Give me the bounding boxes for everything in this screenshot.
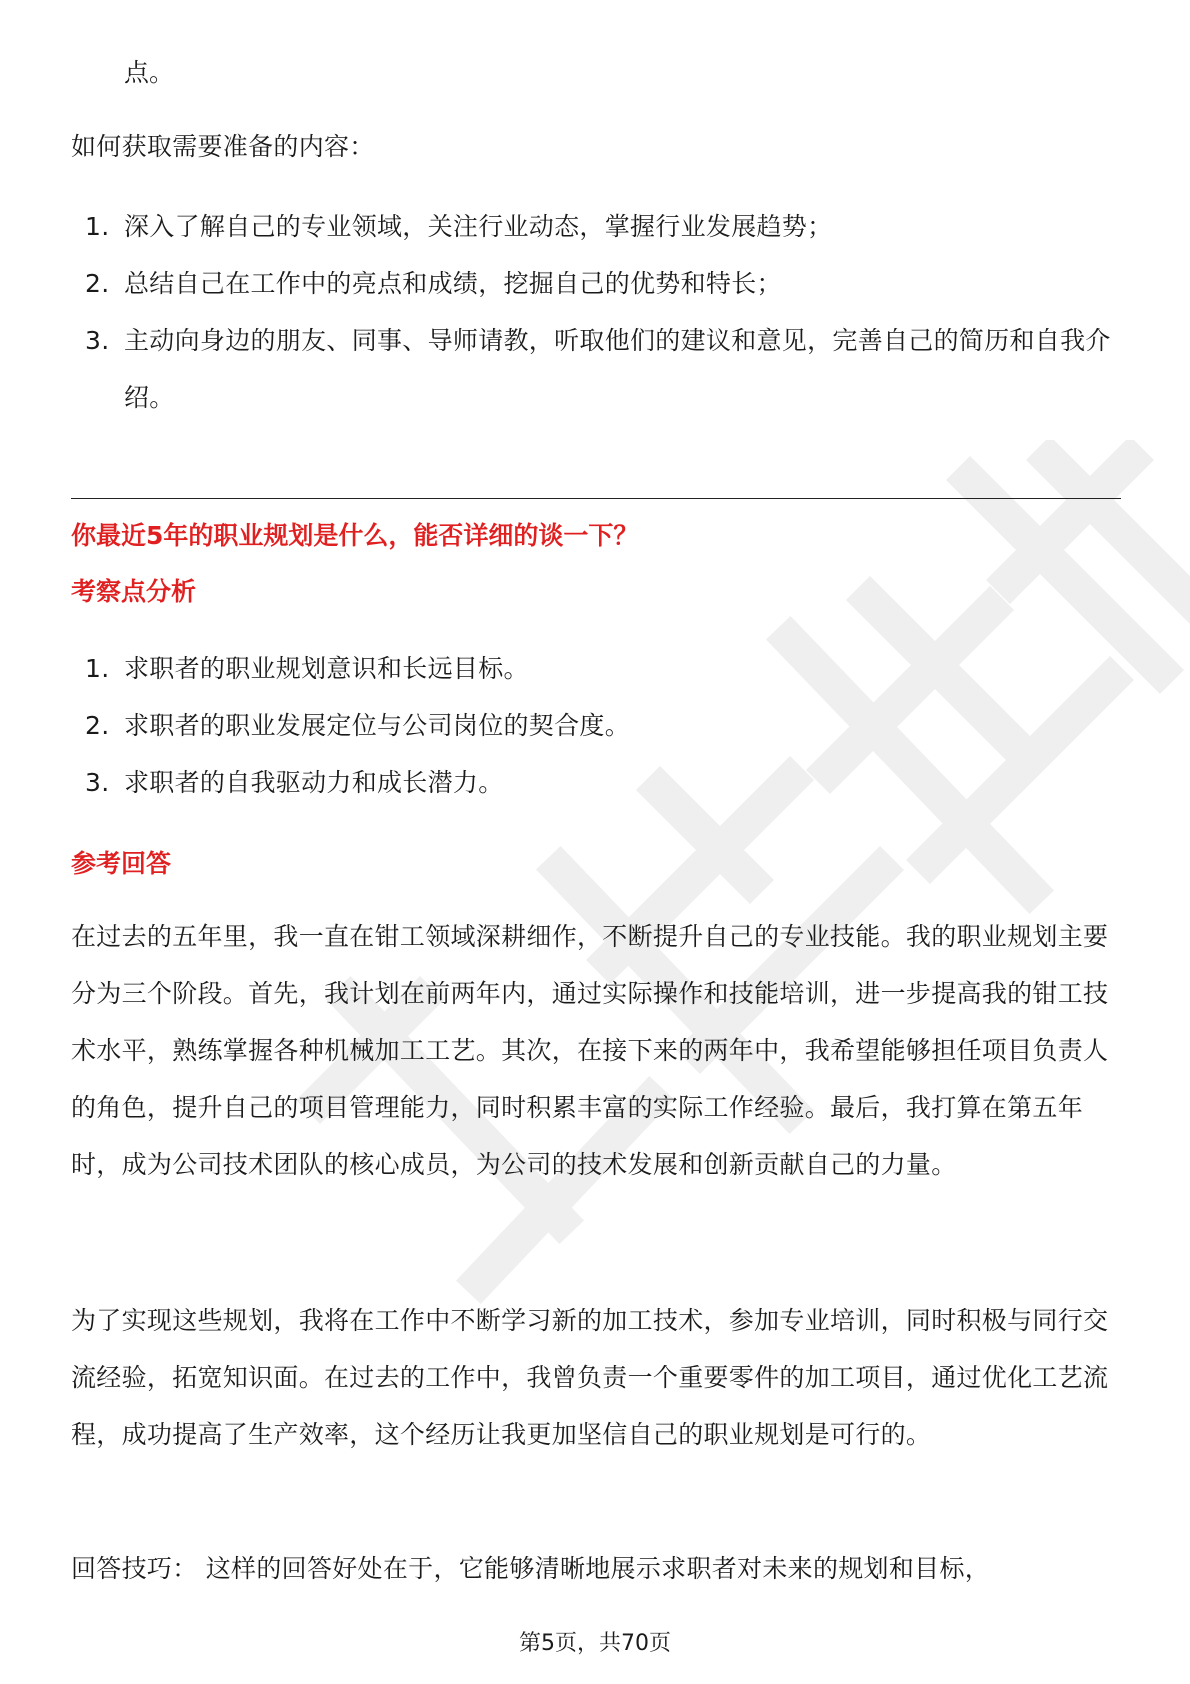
tips-text: 回答技巧： 这样的回答好处在于，它能够清晰地展示求职者对未来的规划和目标， (71, 1554, 991, 1583)
list-item (71, 255, 1121, 312)
list-item-text: 求职者的职业规划意识和长远目标。 (124, 654, 529, 683)
list-item-number: 1. (85, 654, 110, 683)
list-item-number: 1. (85, 212, 110, 241)
list-item-text: 主动向身边的朋友、同事、导师请教，听取他们的建议和意见，完善自己的简历和自我介绍。 (124, 326, 1111, 412)
answer-paragraph: 在过去的五年里，我一直在钳工领域深耕细作，不断提升自己的专业技能。我的职业规划主要分为三个阶段。首先，我计划在前两年内，通过实际操作和技能培训，进一步提高我的钳工技术水平，熟练掌握各种机械加工工艺。其次，在接下来的两年中，我希望能够担任项目负责人的角色，提升自己的项目管理能力，同时积累丰富的实际工作经验。最后，我打算在第五年时，成为公司技术团队的核心成员，为公司的技术发展和创新贡献自己的力量。 (71, 922, 1109, 1179)
question-title: 你最近5年的职业规划是什么，能否详细的谈一下？ (71, 521, 639, 550)
watermark-graphic (230, 440, 1190, 1340)
section-divider (71, 498, 1121, 499)
prep-list (71, 198, 1121, 426)
list-item (71, 312, 1121, 426)
analysis-heading: 考察点分析 (71, 577, 197, 606)
continuation-text: 点。 (124, 58, 175, 87)
list-item-number: 2. (85, 269, 110, 298)
list-item-text: 总结自己在工作中的亮点和成绩，挖掘自己的优势和特长； (124, 269, 782, 298)
list-item (71, 697, 1121, 754)
list-item (71, 198, 1121, 255)
list-item-text: 求职者的职业发展定位与公司岗位的契合度。 (124, 711, 631, 740)
list-item-number: 3. (85, 326, 110, 355)
list-item (71, 640, 1121, 697)
list-item (71, 754, 1121, 811)
analysis-list (71, 640, 1121, 811)
prep-heading: 如何获取需要准备的内容： (71, 132, 375, 161)
list-item-number: 2. (85, 711, 110, 740)
answer-paragraph: 为了实现这些规划，我将在工作中不断学习新的加工技术，参加专业培训，同时积极与同行交流经验，拓宽知识面。在过去的工作中，我曾负责一个重要零件的加工项目，通过优化工艺流程，成功提高了生产效率，这个经历让我更加坚信自己的职业规划是可行的。 (71, 1306, 1109, 1449)
list-item-text: 深入了解自己的专业领域，关注行业动态，掌握行业发展趋势； (124, 212, 833, 241)
page-footer: 第5页，共70页 (519, 1631, 671, 1656)
list-item-text: 求职者的自我驱动力和成长潜力。 (124, 768, 504, 797)
answer-heading: 参考回答 (71, 849, 172, 878)
list-item-number: 3. (85, 768, 110, 797)
